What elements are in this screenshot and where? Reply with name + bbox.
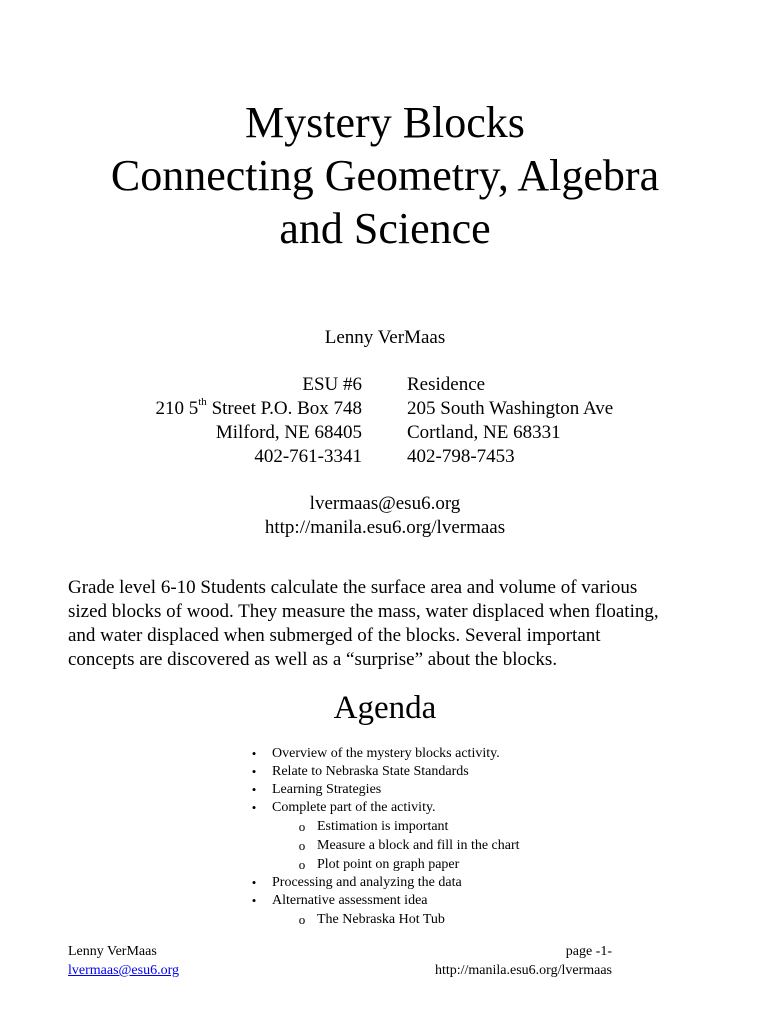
sub-list-item-text: Measure a block and fill in the chart xyxy=(317,838,520,853)
list-item-text: Relate to Nebraska State Standards xyxy=(272,764,469,779)
intro-line: Grade level 6-10 Students calculate the surface area and volume of various xyxy=(68,577,638,598)
sub-bullet-icon: o xyxy=(298,857,306,872)
intro-line: concepts are discovered as well as a “surprise” about the blocks. xyxy=(68,649,558,670)
home-phone: 402-798-7453 xyxy=(407,446,515,467)
list-item-text: Complete part of the activity. xyxy=(272,800,436,815)
contact-email: lvermaas@esu6.org xyxy=(309,493,461,514)
work-address xyxy=(156,373,363,469)
home-label: Residence xyxy=(407,374,486,395)
list-item-text: Processing and analyzing the data xyxy=(272,875,462,890)
footer-url: http://manila.esu6.org/lvermaas xyxy=(434,963,612,978)
bullet-icon: • xyxy=(251,782,257,797)
agenda-heading: Agenda xyxy=(333,690,437,726)
intro-line: and water displaced when submerged of the blocks. Several important xyxy=(68,625,601,646)
contact-url: http://manila.esu6.org/lvermaas xyxy=(264,517,506,538)
work-org: ESU #6 xyxy=(302,374,362,395)
sub-bullet-icon: o xyxy=(298,819,306,834)
home-street: 205 South Washington Ave xyxy=(407,398,614,419)
page-number: page -1- xyxy=(565,944,612,959)
work-phone: 402-761-3341 xyxy=(254,446,362,467)
contact-block xyxy=(0,492,770,540)
list-item-text: Alternative assessment idea xyxy=(272,893,428,908)
footer-author: Lenny VerMaas xyxy=(68,944,157,959)
sub-list-item-text: Estimation is important xyxy=(317,819,449,834)
sub-bullet-icon: o xyxy=(298,838,306,853)
title-line-1: Mystery Blocks xyxy=(245,98,525,147)
work-street: 210 5th Street P.O. Box 748 xyxy=(155,395,362,419)
footer-right xyxy=(435,942,612,980)
home-city: Cortland, NE 68331 xyxy=(407,422,561,443)
footer-left xyxy=(68,942,179,980)
bullet-icon: • xyxy=(251,746,257,761)
document-title xyxy=(0,96,770,255)
title-line-2: Connecting Geometry, Algebra xyxy=(110,151,660,200)
bullet-icon: • xyxy=(251,800,257,815)
bullet-icon: • xyxy=(251,893,257,908)
sub-bullet-icon: o xyxy=(298,912,306,927)
bullet-icon: • xyxy=(251,875,257,890)
list-item-text: Learning Strategies xyxy=(272,782,382,797)
footer-email-link[interactable]: lvermaas@esu6.org xyxy=(68,963,179,978)
intro-paragraph xyxy=(68,576,708,672)
sub-list-item-text: Plot point on graph paper xyxy=(317,857,460,872)
sub-list-item-text: The Nebraska Hot Tub xyxy=(317,912,445,927)
bullet-icon: • xyxy=(251,764,257,779)
intro-line: sized blocks of wood. They measure the mass, water displaced when floating, xyxy=(68,601,659,622)
work-city: Milford, NE 68405 xyxy=(215,422,362,443)
author-name: Lenny VerMaas xyxy=(324,327,446,348)
title-line-3: and Science xyxy=(279,204,491,253)
list-item-text: Overview of the mystery blocks activity. xyxy=(272,746,500,761)
home-address xyxy=(407,373,613,469)
